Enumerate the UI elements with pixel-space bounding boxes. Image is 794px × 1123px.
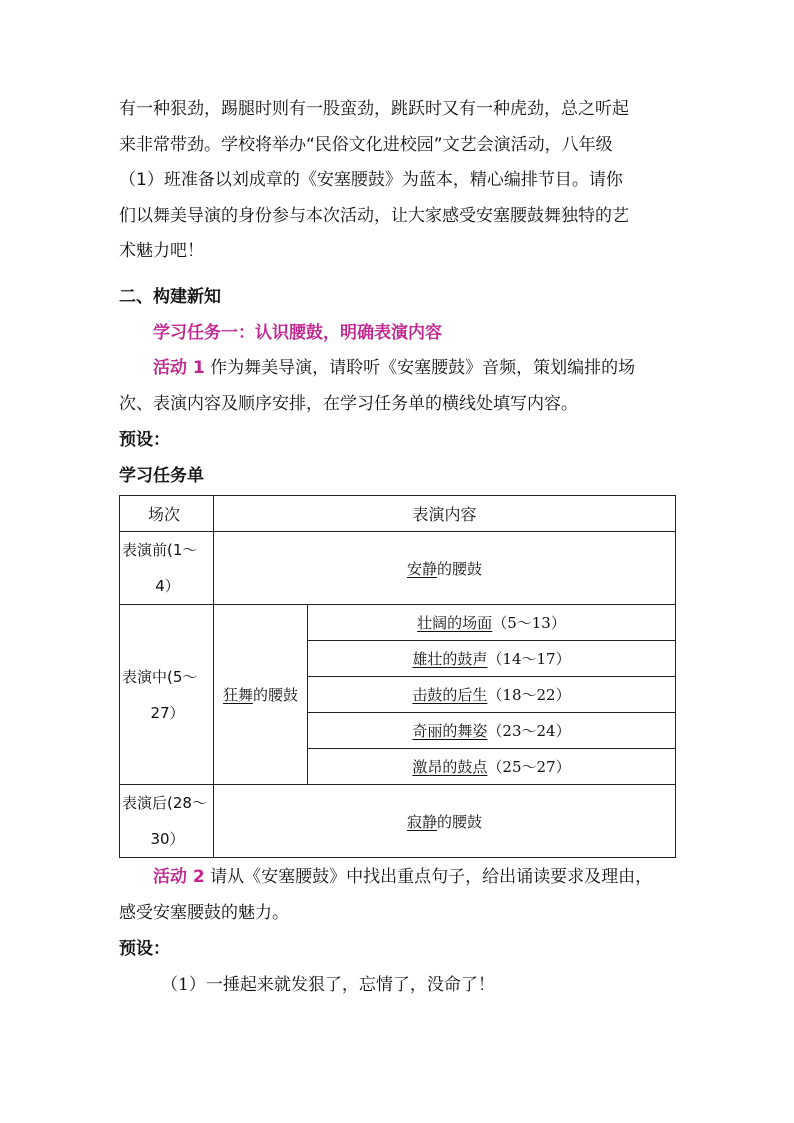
content-during-group-rest: 的腰鼓 bbox=[253, 686, 299, 704]
activity2-label: 活动 2 bbox=[153, 867, 205, 887]
intro-line: 来非常带劲。学校将举办“民俗文化进校园”文艺会演活动，八年级 bbox=[119, 134, 613, 155]
scene-before-b: 4） bbox=[155, 577, 180, 595]
scene-before-a: 表演前(1～ bbox=[122, 541, 198, 559]
table-row bbox=[120, 532, 676, 605]
table-row bbox=[120, 785, 676, 858]
content-before-rest: 的腰鼓 bbox=[437, 559, 483, 578]
task1-heading: 学习任务一：认识腰鼓，明确表演内容 bbox=[153, 323, 442, 343]
intro-paragraph bbox=[119, 92, 679, 270]
intro-line: （1）班准备以刘成章的《安塞腰鼓》为蓝本，精心编排节目。请你 bbox=[119, 170, 623, 190]
table-row bbox=[120, 605, 676, 641]
answer-blank: 壮阔的场面 bbox=[417, 614, 493, 632]
sub-item-range: （23～24） bbox=[487, 722, 571, 740]
scene-during-b: 27） bbox=[150, 703, 185, 722]
sub-item-range: （25～27） bbox=[487, 758, 571, 776]
activity2-line1 bbox=[153, 862, 652, 887]
activity1-line1 bbox=[153, 353, 635, 378]
answer-blank: 雄壮的鼓声 bbox=[412, 650, 488, 668]
sub-item bbox=[308, 605, 676, 641]
content-during-group bbox=[214, 605, 308, 785]
intro-line: 们以舞美导演的身份参与本次活动，让大家感受安塞腰鼓舞独特的艺 bbox=[119, 205, 629, 226]
intro-line: 有一种狠劲，踢腿时则有一股蛮劲，跳跃时又有一种虎劲，总之听起 bbox=[119, 99, 629, 119]
activity2-text1: 请从《安塞腰鼓》中找出重点句子，给出诵读要求及理由， bbox=[210, 867, 653, 887]
sub-item bbox=[308, 677, 676, 713]
task-table bbox=[119, 495, 676, 858]
preset-label: 预设： bbox=[119, 939, 170, 959]
activity1-label: 活动 1 bbox=[153, 358, 205, 378]
answer-blank: 寂静 bbox=[406, 812, 437, 831]
sub-item bbox=[308, 713, 676, 749]
scene-during bbox=[120, 605, 214, 785]
intro-line: 术魅力吧！ bbox=[119, 241, 204, 261]
activity1-line2: 次、表演内容及顺序安排，在学习任务单的横线处填写内容。 bbox=[119, 394, 578, 414]
scene-before bbox=[120, 532, 214, 605]
sub-item bbox=[308, 641, 676, 677]
sub-item bbox=[308, 749, 676, 785]
sub-item-range: （5～13） bbox=[492, 614, 566, 632]
table-header-row bbox=[120, 496, 676, 532]
header-content: 表演内容 bbox=[214, 496, 676, 532]
content-after bbox=[214, 785, 676, 858]
answer-blank: 奇丽的舞姿 bbox=[412, 722, 488, 740]
answer-blank: 安静 bbox=[406, 559, 437, 578]
table-title: 学习任务单 bbox=[119, 466, 204, 486]
scene-after-a: 表演后(28～ bbox=[122, 794, 207, 812]
sub-item-range: （18～22） bbox=[487, 686, 571, 704]
activity2-line2: 感受安塞腰鼓的魅力。 bbox=[119, 903, 289, 923]
content-after-rest: 的腰鼓 bbox=[437, 812, 483, 831]
content-before bbox=[214, 532, 676, 605]
section-heading: 二、构建新知 bbox=[119, 287, 221, 307]
answer-blank: 狂舞 bbox=[222, 686, 253, 704]
answer-blank: 击鼓的后生 bbox=[412, 686, 488, 704]
activity1-text1: 作为舞美导演，请聆听《安塞腰鼓》音频，策划编排的场 bbox=[210, 358, 636, 378]
scene-after-b: 30） bbox=[150, 830, 185, 848]
answer-blank: 激昂的鼓点 bbox=[412, 758, 488, 776]
preset-label: 预设： bbox=[119, 430, 170, 450]
scene-during-a: 表演中(5～ bbox=[122, 667, 198, 686]
sentence-1: （1）一捶起来就发狠了，忘情了，没命了！ bbox=[161, 975, 495, 995]
scene-after bbox=[120, 785, 214, 858]
header-scene: 场次 bbox=[120, 496, 214, 532]
sub-item-range: （14～17） bbox=[487, 650, 571, 668]
